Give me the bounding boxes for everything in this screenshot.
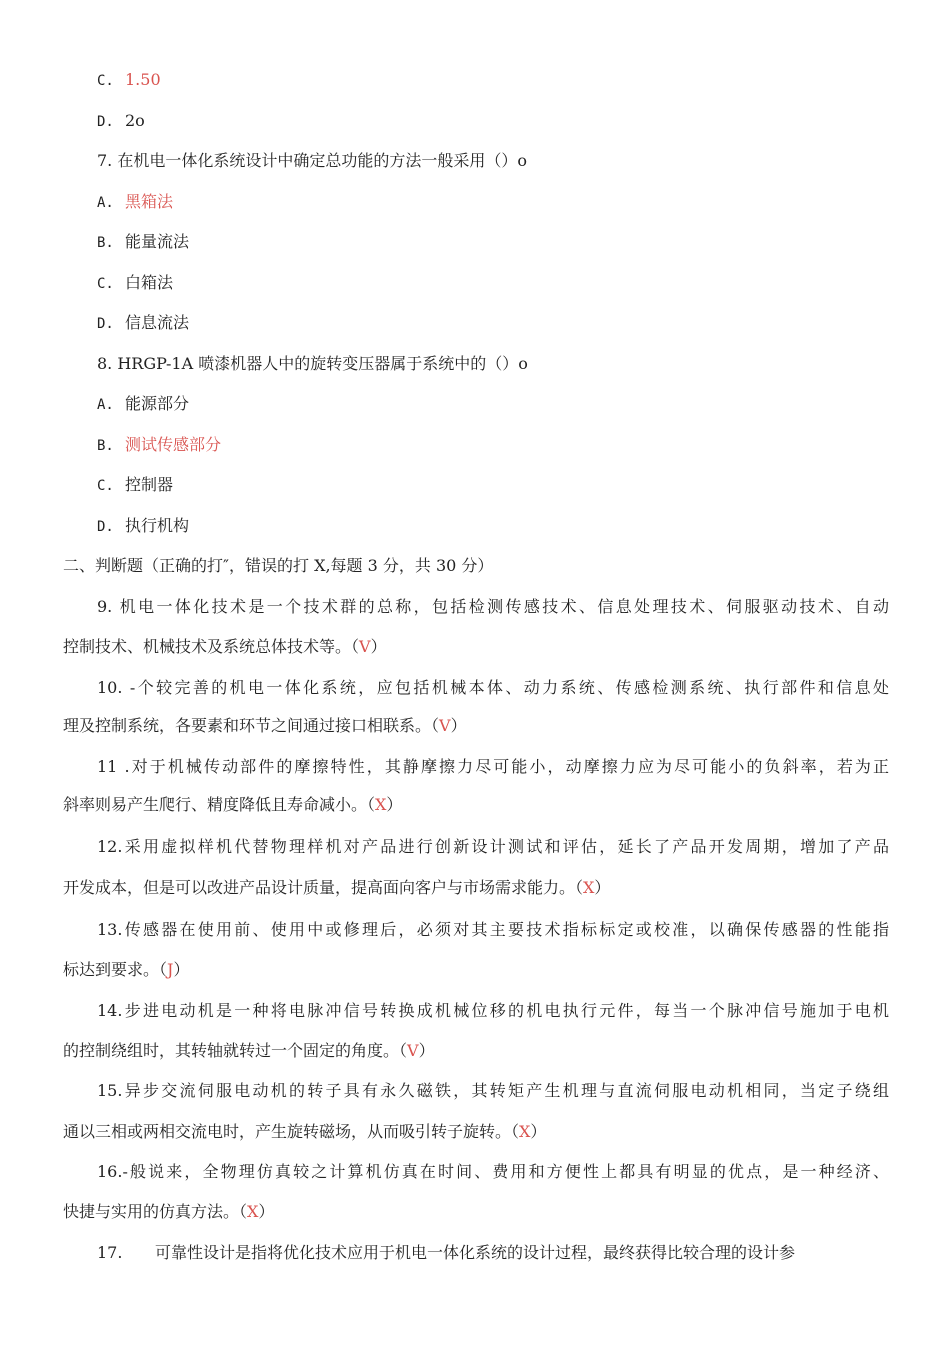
option-d — [97, 313, 189, 334]
answer-mark: X — [247, 1202, 259, 1221]
paren-close: ） — [258, 1202, 275, 1221]
question-14-line1: 14.步进电动机是一种将电脉冲信号转换成机械位移的机电执行元件，每当一个脉冲信号施加于电机 — [97, 1001, 889, 1020]
paren-close: ） — [530, 1122, 547, 1141]
option-text: 白箱法 — [125, 273, 174, 292]
option-b — [97, 232, 189, 253]
option-c — [97, 70, 161, 91]
question-8: 8. HRGP-1A 喷漆机器人中的旋转变压器属于系统中的（）o — [97, 354, 528, 373]
option-text-answer: 测试传感部分 — [125, 435, 222, 454]
option-letter: A. — [97, 195, 114, 211]
question-14-line2 — [63, 1041, 435, 1061]
paren-close: ） — [594, 878, 611, 897]
question-10-line2 — [63, 716, 467, 736]
question-10-line1: 10. -个较完善的机电一体化系统，应包括机械本体、动力系统、传感检测系统、执行部件和信息处 — [97, 678, 889, 697]
section-title: 二、判断题（正确的打″，错误的打 X,每题 3 分，共 30 分） — [63, 556, 494, 575]
question-9-line2 — [63, 637, 387, 657]
answer-mark: J — [167, 960, 174, 979]
question-text: 可靠性设计是指将优化技术应用于机电一体化系统的设计过程，最终获得比较合理的设计参 — [155, 1243, 796, 1262]
option-letter: B. — [97, 235, 114, 251]
answer-mark: X — [583, 878, 595, 897]
paren-close: ） — [173, 960, 190, 979]
question-12-line1: 12.采用虚拟样机代替物理样机对产品进行创新设计测试和评估，延长了产品开发周期，增加了产品 — [97, 837, 889, 856]
question-15-line1: 15.异步交流伺服电动机的转子具有永久磁铁，其转矩产生机理与直流伺服电动机相同，当定子绕组 — [97, 1081, 889, 1100]
option-text: 2o — [125, 111, 145, 130]
question-13-line1: 13.传感器在使用前、使用中或修理后，必须对其主要技术指标标定或校准，以确保传感器的性能指 — [97, 920, 889, 939]
question-number: 17. — [97, 1243, 123, 1262]
question-7: 7. 在机电一体化系统设计中确定总功能的方法一般采用（）o — [97, 151, 527, 170]
question-11-line1: 11 .对于机械传动部件的摩擦特性，其静摩擦力尽可能小，动摩擦力应为尽可能小的负斜率，若为正 — [97, 757, 889, 776]
question-16-line1: 16.-般说来，全物理仿真较之计算机仿真在时间、费用和方便性上都具有明显的优点，是一种经济、 — [97, 1162, 889, 1181]
option-letter: C. — [97, 73, 114, 89]
paren-close: ） — [370, 637, 387, 656]
option-text-answer: 黑箱法 — [125, 192, 174, 211]
answer-mark: V — [439, 716, 451, 735]
option-text: 能源部分 — [125, 394, 190, 413]
answer-mark: V — [359, 637, 371, 656]
option-a — [97, 192, 173, 213]
option-text: 执行机构 — [125, 516, 190, 535]
paren-close: ） — [418, 1041, 435, 1060]
option-letter: C. — [97, 276, 114, 292]
question-text: 开发成本，但是可以改进产品设计质量，提高面向客户与市场需求能力。（ — [63, 878, 584, 897]
answer-mark: X — [519, 1122, 531, 1141]
option-letter: B. — [97, 438, 114, 454]
question-15-line2 — [63, 1122, 546, 1142]
question-11-line2 — [63, 795, 402, 815]
option-text: 控制器 — [125, 475, 174, 494]
question-text: 控制技术、机械技术及系统总体技术等。（ — [63, 637, 360, 656]
option-d — [97, 516, 189, 537]
paren-close: ） — [386, 795, 403, 814]
question-12-line2 — [63, 878, 610, 898]
question-13-line2 — [63, 960, 189, 980]
option-text: 信息流法 — [125, 313, 190, 332]
option-c — [97, 273, 173, 294]
question-text: 快捷与实用的仿真方法。（ — [63, 1202, 248, 1221]
option-c — [97, 475, 173, 496]
answer-mark: V — [407, 1041, 419, 1060]
option-letter: D. — [97, 316, 114, 332]
question-text: 标达到要求。（ — [63, 960, 168, 979]
question-text: 的控制绕组时，其转轴就转过一个固定的角度。（ — [63, 1041, 408, 1060]
option-text-answer: 1.50 — [125, 70, 161, 89]
option-a — [97, 394, 189, 415]
option-letter: C. — [97, 478, 114, 494]
option-text: 能量流法 — [125, 232, 190, 251]
option-d — [97, 111, 145, 132]
paren-close: ） — [450, 716, 467, 735]
question-17-line1 — [97, 1243, 795, 1263]
option-letter: D. — [97, 114, 114, 130]
option-letter: D. — [97, 519, 114, 535]
option-letter: A. — [97, 397, 114, 413]
answer-mark: X — [375, 795, 387, 814]
question-16-line2 — [63, 1202, 274, 1222]
question-text: 理及控制系统，各要素和环节之间通过接口相联系。（ — [63, 716, 440, 735]
option-b — [97, 435, 221, 456]
question-text: 斜率则易产生爬行、精度降低且寿命减小。（ — [63, 795, 376, 814]
question-9-line1: 9. 机电一体化技术是一个技术群的总称，包括检测传感技术、信息处理技术、伺服驱动技术、自动 — [97, 597, 889, 616]
question-text: 通以三相或两相交流电时，产生旋转磁场，从而吸引转子旋转。（ — [63, 1122, 520, 1141]
